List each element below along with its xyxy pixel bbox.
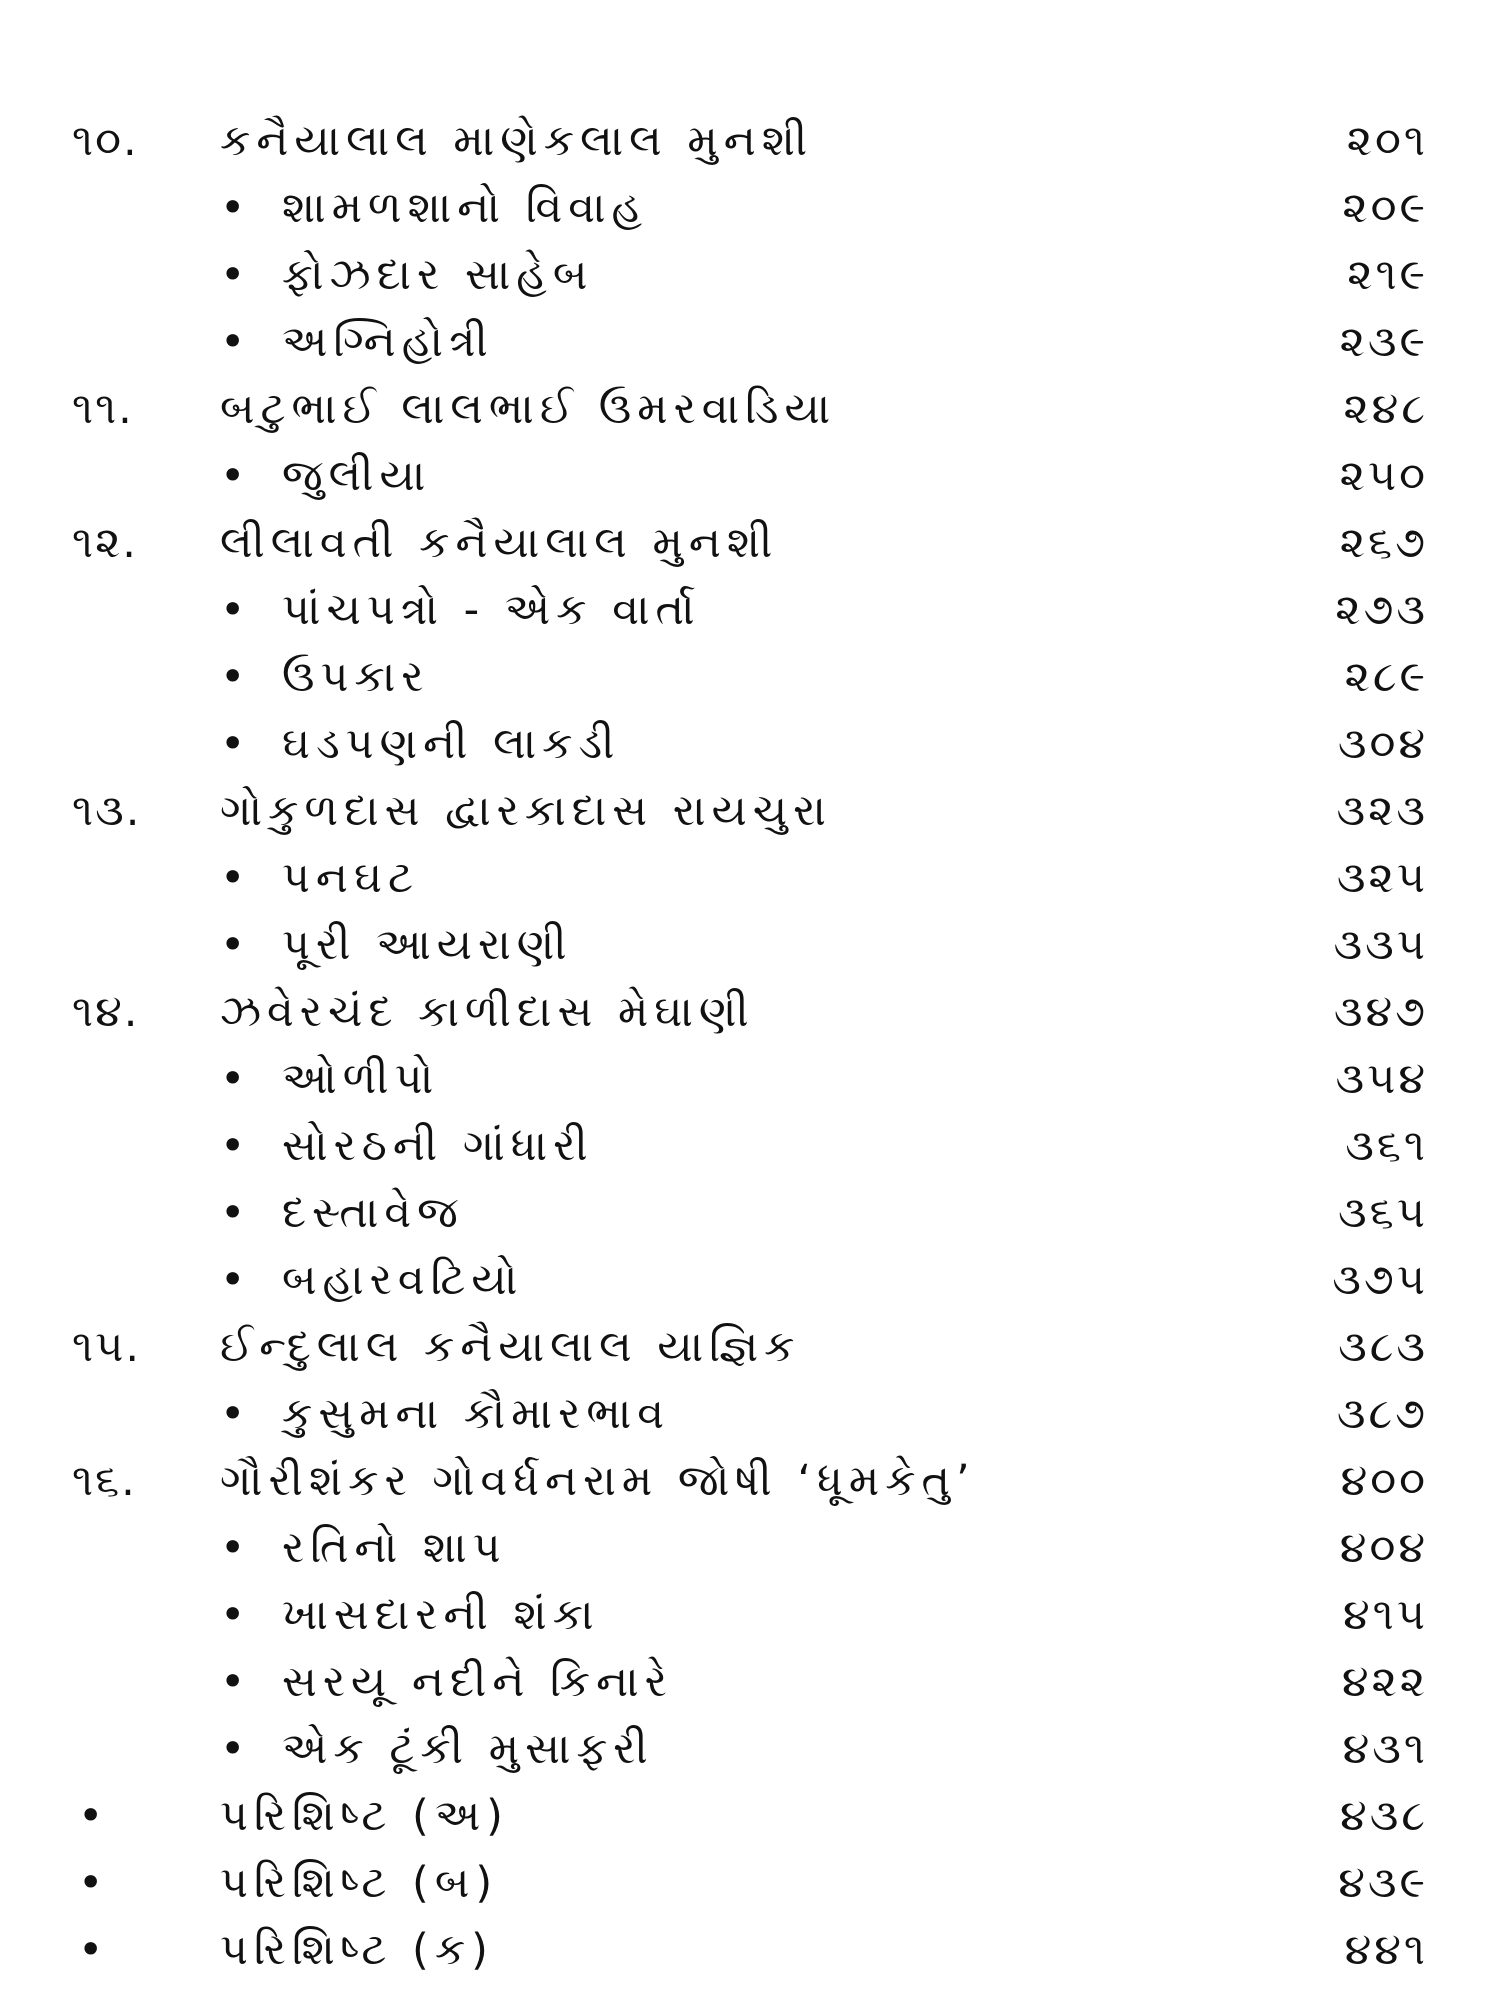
story-title: પૂરી આયરાણી	[282, 920, 573, 970]
toc-story-row	[0, 1381, 1500, 1448]
page-number: ૩૫૪	[1335, 1054, 1428, 1104]
story-title: શામળશાનો વિવાહ	[282, 183, 649, 233]
story-title: દસ્તાવેજ	[282, 1188, 464, 1238]
story-title: ઓળીપો	[282, 1054, 440, 1104]
page-number: ૨૮૯	[1344, 652, 1428, 702]
page-number: ૩૬૫	[1338, 1188, 1428, 1238]
page-number: ૪૩૮	[1340, 1791, 1428, 1841]
author-name: કનૈયાલાલ માણેકલાલ મુનશી	[220, 116, 814, 166]
page-number: ૩૪૭	[1333, 987, 1428, 1037]
bullet-icon: •	[220, 1188, 246, 1238]
bullet-icon: •	[220, 719, 246, 769]
author-name: ઈન્દુલાલ કનૈયાલાલ યાજ્ઞિક	[220, 1322, 801, 1372]
chapter-number: ૧૫.	[72, 1322, 141, 1372]
toc-author-row	[0, 510, 1500, 577]
toc-story-row	[0, 1582, 1500, 1649]
chapter-number: ૧૬.	[72, 1456, 137, 1506]
page-number: ૪૨૨	[1341, 1657, 1428, 1707]
page-number: ૨૪૮	[1343, 384, 1428, 434]
page-number: ૩૮૩	[1338, 1322, 1428, 1372]
toc-author-row	[0, 376, 1500, 443]
bullet-icon: •	[78, 1925, 104, 1975]
story-title: ઉપકાર	[282, 652, 430, 702]
bullet-icon: •	[220, 1523, 246, 1573]
bullet-icon: •	[220, 1724, 246, 1774]
bullet-icon: •	[220, 317, 246, 367]
bullet-icon: •	[220, 1255, 246, 1305]
page-number: ૨૬૭	[1339, 518, 1428, 568]
page-number: ૩૨૩	[1336, 786, 1428, 836]
toc-author-row	[0, 979, 1500, 1046]
bullet-icon: •	[220, 1389, 246, 1439]
table-of-contents	[0, 108, 1500, 1984]
bullet-icon: •	[220, 585, 246, 635]
appendix-title: પરિશિષ્ટ (બ)	[220, 1858, 499, 1908]
toc-appendix-row	[0, 1850, 1500, 1917]
page-number: ૩૮૭	[1336, 1389, 1428, 1439]
author-name: ગોકુળદાસ દ્વારકાદાસ રાયચુરા	[220, 786, 832, 836]
author-name: ઝવેરચંદ કાળીદાસ મેઘાણી	[220, 987, 755, 1037]
appendix-title: પરિશિષ્ટ (ક)	[220, 1925, 494, 1975]
page-number: ૪૩૧	[1342, 1724, 1428, 1774]
toc-story-row	[0, 912, 1500, 979]
chapter-number: ૧૧.	[72, 384, 134, 434]
bullet-icon: •	[220, 250, 246, 300]
author-name: ગૌરીશંકર ગોવર્ધનરામ જોષી ‘ધૂમકેતુ’	[220, 1456, 976, 1506]
bullet-icon: •	[220, 652, 246, 702]
toc-story-row	[0, 577, 1500, 644]
toc-story-row	[0, 1716, 1500, 1783]
page-number: ૨૦૧	[1346, 116, 1428, 166]
toc-story-row	[0, 1247, 1500, 1314]
chapter-number: ૧૦.	[72, 116, 139, 166]
page-number: ૪૦૪	[1339, 1523, 1428, 1573]
toc-story-row	[0, 1649, 1500, 1716]
appendix-title: પરિશિષ્ટ (અ)	[220, 1791, 509, 1841]
story-title: એક ટૂંકી મુસાફરી	[282, 1724, 654, 1774]
toc-author-row	[0, 108, 1500, 175]
story-title: જુલીયા	[282, 451, 432, 501]
chapter-number: ૧૨.	[72, 518, 138, 568]
toc-story-row	[0, 1046, 1500, 1113]
page-number: ૩૭૫	[1332, 1255, 1428, 1305]
chapter-number: ૧૩.	[72, 786, 142, 836]
page-number: ૪૩૯	[1338, 1858, 1428, 1908]
page-number: ૩૨૫	[1336, 853, 1428, 903]
toc-story-row	[0, 1113, 1500, 1180]
page-number: ૩૩૫	[1333, 920, 1428, 970]
toc-story-row	[0, 443, 1500, 510]
bullet-icon: •	[220, 920, 246, 970]
chapter-number: ૧૪.	[72, 987, 140, 1037]
story-title: ઘડપણની લાકડી	[282, 719, 621, 769]
bullet-icon: •	[220, 1590, 246, 1640]
story-title: સરયૂ નદીને કિનારે	[282, 1657, 673, 1707]
toc-author-row	[0, 778, 1500, 845]
story-title: અગ્નિહોત્રી	[282, 317, 494, 367]
page-number: ૨૫૦	[1339, 451, 1428, 501]
bullet-icon: •	[220, 183, 246, 233]
bullet-icon: •	[220, 1121, 246, 1171]
bullet-icon: •	[78, 1791, 104, 1841]
toc-story-row	[0, 644, 1500, 711]
bullet-icon: •	[220, 451, 246, 501]
page-number: ૨૧૯	[1347, 250, 1428, 300]
bullet-icon: •	[220, 1054, 246, 1104]
page-number: ૨૦૯	[1342, 183, 1428, 233]
story-title: સોરઠની ગાંધારી	[282, 1121, 594, 1171]
story-title: રતિનો શાપ	[282, 1523, 507, 1573]
toc-author-row	[0, 1448, 1500, 1515]
story-title: ખાસદારની શંકા	[282, 1590, 600, 1640]
bullet-icon: •	[220, 853, 246, 903]
toc-author-row	[0, 1314, 1500, 1381]
toc-story-row	[0, 309, 1500, 376]
story-title: ફોઝદાર સાહેબ	[282, 250, 594, 300]
page-number: ૨૩૯	[1339, 317, 1428, 367]
story-title: પાંચપત્રો - એક વાર્તા	[282, 585, 701, 635]
author-name: લીલાવતી કનૈયાલાલ મુનશી	[220, 518, 779, 568]
toc-story-row	[0, 711, 1500, 778]
toc-story-row	[0, 845, 1500, 912]
bullet-icon: •	[220, 1657, 246, 1707]
story-title: પનઘટ	[282, 853, 420, 903]
toc-story-row	[0, 242, 1500, 309]
toc-story-row	[0, 1515, 1500, 1582]
page-number: ૩૦૪	[1337, 719, 1428, 769]
author-name: બટુભાઈ લાલભાઈ ઉમરવાડિયા	[220, 384, 837, 434]
bullet-icon: •	[78, 1858, 104, 1908]
toc-story-row	[0, 1180, 1500, 1247]
page-number: ૩૬૧	[1345, 1121, 1428, 1171]
story-title: કુસુમના કૌમારભાવ	[282, 1389, 671, 1439]
page-number: ૨૭૩	[1335, 585, 1428, 635]
page-number: ૪૧૫	[1343, 1590, 1428, 1640]
page-number: ૪૪૧	[1344, 1925, 1428, 1975]
page-number: ૪૦૦	[1340, 1456, 1428, 1506]
story-title: બહારવટિયો	[282, 1255, 524, 1305]
toc-story-row	[0, 175, 1500, 242]
toc-appendix-row	[0, 1783, 1500, 1850]
toc-appendix-row	[0, 1917, 1500, 1984]
